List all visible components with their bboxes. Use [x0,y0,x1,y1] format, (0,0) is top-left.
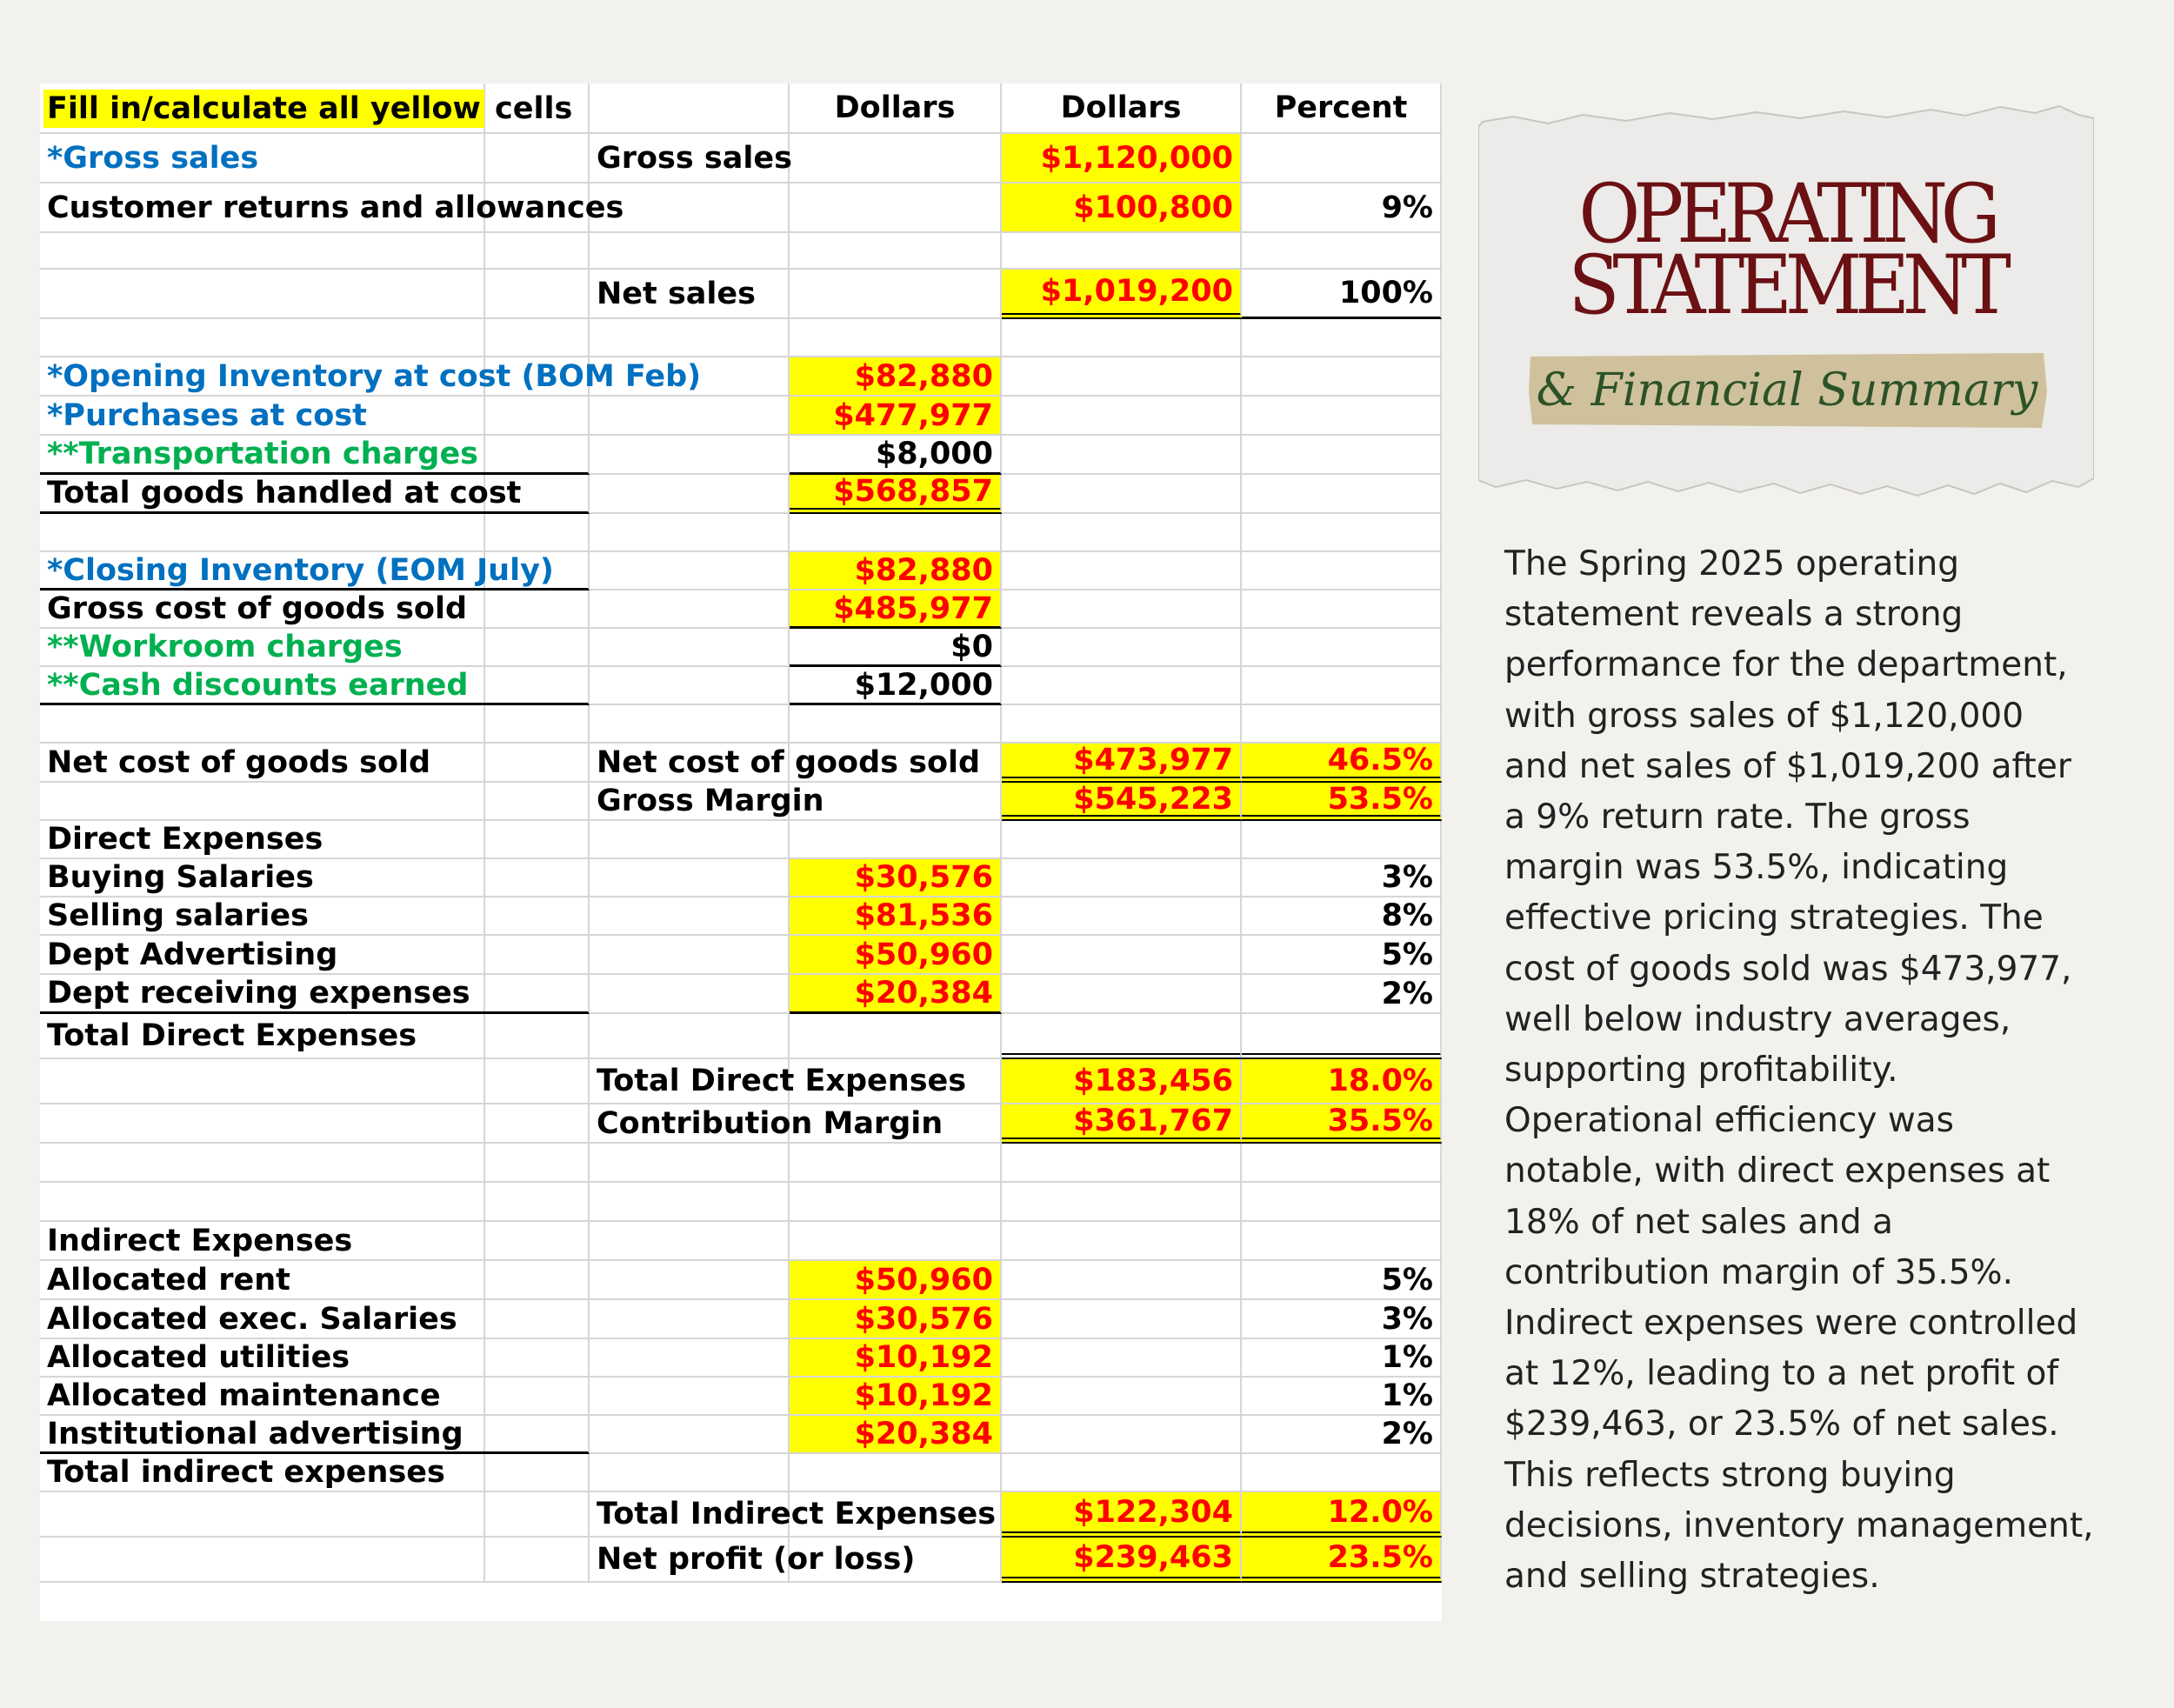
contribution-margin-pct: 35.5% [1242,1104,1442,1144]
grid-cell [1242,357,1442,397]
institutional-advertising-label: Institutional advertising [40,1416,590,1454]
net-sales-value: $1,019,200 [1002,270,1242,319]
grid-cell [1002,514,1242,552]
total-indirect-pct: 12.0% [1242,1492,1442,1538]
rule-cell [1002,1014,1242,1059]
grid-cell [40,1538,485,1583]
grid-cell [1002,1378,1242,1416]
grid-cell [485,1183,590,1222]
net-cogs-pct: 46.5% [1242,744,1442,783]
purchases-value: $477,977 [790,397,1002,436]
grid-cell [40,1492,485,1538]
institutional-advertising-pct: 2% [1242,1416,1442,1454]
grid-cell [590,859,790,897]
grid-cell [790,1014,1002,1059]
grid-cell [485,233,590,270]
grid-cell [790,1183,1002,1222]
net-cogs-value: $473,977 [1002,744,1242,783]
grid-cell [590,667,790,705]
net-profit-value: $239,463 [1002,1538,1242,1583]
grid-cell [1002,1144,1242,1183]
grid-cell [790,183,1002,233]
grid-cell [1242,134,1442,183]
title-line-2: STATEMENT [1568,238,2004,333]
grid-cell [1002,667,1242,705]
total-goods-label: Total goods handled at cost [40,475,590,514]
grid-cell [1242,1144,1442,1183]
transport-label: **Transportation charges [40,436,590,475]
grid-cell [590,475,790,514]
allocated-utilities-value: $10,192 [790,1339,1002,1378]
grid-cell [1002,552,1242,590]
title-paper-card [1478,104,2094,497]
allocated-exec-value: $30,576 [790,1300,1002,1339]
grid-cell [1242,1222,1442,1261]
grid-cell [590,821,790,859]
grid-cell [40,233,485,270]
grid-cell [1242,319,1442,357]
grid-cell [1002,1339,1242,1378]
dept-receiving-label: Dept receiving expenses [40,975,590,1014]
contribution-margin-value: $361,767 [1002,1104,1242,1144]
grid-cell [590,1300,790,1339]
net-profit-label: Net profit (or loss) [590,1538,1002,1583]
grid-cell [590,936,790,975]
cash-discount-value: $12,000 [790,667,1002,705]
grid-cell [790,821,1002,859]
grid-cell [1002,629,1242,667]
grid-cell [1002,975,1242,1014]
grid-cell [485,783,590,821]
grid-cell [1002,1183,1242,1222]
closing-inventory-label: *Closing Inventory (EOM July) [40,552,590,590]
grid-cell [40,1104,485,1144]
grid-cell [485,1492,590,1538]
grid-cell [1002,1300,1242,1339]
grid-cell [1242,1454,1442,1492]
gross-margin-label: Gross Margin [590,783,1002,821]
grid-cell [40,705,485,744]
returns-label: Customer returns and allowances [40,183,590,233]
operating-statement-sheet [40,83,1442,1621]
grid-cell [1002,397,1242,436]
grid-cell [590,897,790,936]
grid-cell [790,514,1002,552]
grid-cell [590,514,790,552]
net-profit-pct: 23.5% [1242,1538,1442,1583]
workroom-value: $0 [790,629,1002,667]
gross-cogs-label: Gross cost of goods sold [40,590,590,629]
selling-salaries-label: Selling salaries [40,897,590,936]
allocated-maintenance-label: Allocated maintenance [40,1378,590,1416]
allocated-utilities-label: Allocated utilities [40,1339,590,1378]
grid-cell [590,1261,790,1300]
grid-cell [590,1454,790,1492]
grid-cell [1242,667,1442,705]
total-indirect-label: Total indirect expenses [40,1454,590,1492]
grid-cell [40,1144,485,1183]
grid-cell [1002,233,1242,270]
dept-receiving-value: $20,384 [790,975,1002,1014]
grid-cell [1242,552,1442,590]
grid-cell [590,83,790,134]
grid-cell [1242,1183,1442,1222]
col-header-dollars-2: Dollars [1002,83,1242,134]
grid-cell [1002,1416,1242,1454]
grid-cell [485,270,590,319]
grid-cell [1002,357,1242,397]
grid-cell [590,590,790,629]
grid-cell [1242,514,1442,552]
net-sales-pct: 100% [1242,270,1442,319]
total-direct-pct: 18.0% [1242,1059,1442,1104]
grid-cell [40,1059,485,1104]
dept-advertising-value: $50,960 [790,936,1002,975]
grid-cell [1002,319,1242,357]
selling-salaries-value: $81,536 [790,897,1002,936]
grid-cell [1242,821,1442,859]
allocated-rent-value: $50,960 [790,1261,1002,1300]
total-indirect-value: $122,304 [1002,1492,1242,1538]
gross-margin-pct: 53.5% [1242,783,1442,821]
grid-cell [1002,705,1242,744]
grid-cell [590,1222,790,1261]
instruction-rest: cells [483,91,573,126]
header-instruction [43,83,572,134]
grid-cell [590,233,790,270]
gross-sales-mid-label: Gross sales [590,134,1002,183]
total-direct-label: Total Direct Expenses [40,1014,590,1059]
grid-cell [1242,590,1442,629]
grid-cell [485,1144,590,1183]
allocated-maintenance-value: $10,192 [790,1378,1002,1416]
grid-cell [40,270,485,319]
direct-expenses-heading: Direct Expenses [40,821,590,859]
net-sales-label: Net sales [590,270,1002,319]
selling-salaries-pct: 8% [1242,897,1442,936]
rule-cell [1242,1014,1442,1059]
grid-cell [1242,475,1442,514]
grid-cell [790,233,1002,270]
grid-cell [40,514,485,552]
instruction-highlight: Fill in/calculate all yellow [43,90,484,128]
net-cogs-label: Net cost of goods sold [40,744,590,783]
grid-cell [1242,233,1442,270]
grid-cell [790,705,1002,744]
grid-cell [1242,629,1442,667]
allocated-exec-label: Allocated exec. Salaries [40,1300,590,1339]
gross-sales-label: *Gross sales [40,134,590,183]
returns-value: $100,800 [1002,183,1242,233]
grid-cell [485,1104,590,1144]
grid-cell [790,319,1002,357]
grid-cell [590,319,790,357]
grid-cell [590,1339,790,1378]
grid-cell [590,1416,790,1454]
cash-discount-label: **Cash discounts earned [40,667,590,705]
gross-margin-value: $545,223 [1002,783,1242,821]
grid-cell [590,1183,790,1222]
grid-cell [1242,397,1442,436]
grid-cell [485,1538,590,1583]
gross-cogs-value: $485,977 [790,590,1002,629]
grid-cell [590,1014,790,1059]
opening-inventory-value: $82,880 [790,357,1002,397]
grid-cell [790,1454,1002,1492]
dept-receiving-pct: 2% [1242,975,1442,1014]
transport-value: $8,000 [790,436,1002,475]
buying-salaries-label: Buying Salaries [40,859,590,897]
grid-cell [590,705,790,744]
dept-advertising-pct: 5% [1242,936,1442,975]
grid-cell [40,319,485,357]
allocated-rent-pct: 5% [1242,1261,1442,1300]
title-line-1: OPERATING [1578,167,1994,262]
grid-cell [485,319,590,357]
dept-advertising-label: Dept Advertising [40,936,590,975]
allocated-utilities-pct: 1% [1242,1339,1442,1378]
grid-cell [590,397,790,436]
grid-cell [1242,436,1442,475]
grid-cell [590,1144,790,1183]
total-direct-mid-label: Total Direct Expenses [590,1059,1002,1104]
grid-cell [1002,475,1242,514]
grid-cell [485,1059,590,1104]
grid-cell [590,629,790,667]
contribution-margin-label: Contribution Margin [590,1104,1002,1144]
workroom-label: **Workroom charges [40,629,590,667]
grid-cell [1002,936,1242,975]
grid-cell [1242,705,1442,744]
allocated-rent-label: Allocated rent [40,1261,590,1300]
grid-cell [790,1144,1002,1183]
grid-cell [1002,897,1242,936]
grid-cell [40,1183,485,1222]
grid-cell [40,783,485,821]
grid-cell [1002,436,1242,475]
grid-cell [1002,1222,1242,1261]
col-header-dollars-1: Dollars [790,83,1002,134]
gross-sales-value: $1,120,000 [1002,134,1242,183]
buying-salaries-pct: 3% [1242,859,1442,897]
grid-cell [1002,1454,1242,1492]
purchases-label: *Purchases at cost [40,397,590,436]
indirect-expenses-heading: Indirect Expenses [40,1222,590,1261]
grid-cell [590,975,790,1014]
grid-cell [1002,590,1242,629]
col-header-percent: Percent [1242,83,1442,134]
grid-cell [590,436,790,475]
allocated-exec-pct: 3% [1242,1300,1442,1339]
net-cogs-mid-label: Net cost of goods sold [590,744,1002,783]
grid-cell [790,1222,1002,1261]
grid-cell [590,1378,790,1416]
total-goods-value: $568,857 [790,475,1002,514]
summary-paragraph: The Spring 2025 operating statement reveals a strong performance for the department, with gross sales of $1,120,000 and net sales of $1,019,200 after a 9% return rate. The gross margin was 53.5%, indicating effective pricing strategies. The cost of goods sold was $473,977, well below industry averages, supporting profitability. Operational efficiency was notable, with direct expenses at 18% of net sales and a contribution margin of 35.5%. Indirect expenses were controlled at 12%, leading to a net profit of $239,463, or 23.5% of net sales. This reflects strong buying decisions, inventory management, and selling strategies. [1504,544,2094,1597]
total-direct-value: $183,456 [1002,1059,1242,1104]
grid-cell [485,514,590,552]
buying-salaries-value: $30,576 [790,859,1002,897]
closing-inventory-value: $82,880 [790,552,1002,590]
grid-cell [485,705,590,744]
grid-cell [1002,821,1242,859]
grid-cell [1002,859,1242,897]
opening-inventory-label: *Opening Inventory at cost (BOM Feb) [40,357,590,397]
institutional-advertising-value: $20,384 [790,1416,1002,1454]
grid-cell [590,552,790,590]
subtitle-financial-summary: & Financial Summary [1536,364,2038,417]
returns-pct: 9% [1242,183,1442,233]
grid-cell [1002,1261,1242,1300]
allocated-maintenance-pct: 1% [1242,1378,1442,1416]
total-indirect-mid-label: Total Indirect Expenses [590,1492,1002,1538]
